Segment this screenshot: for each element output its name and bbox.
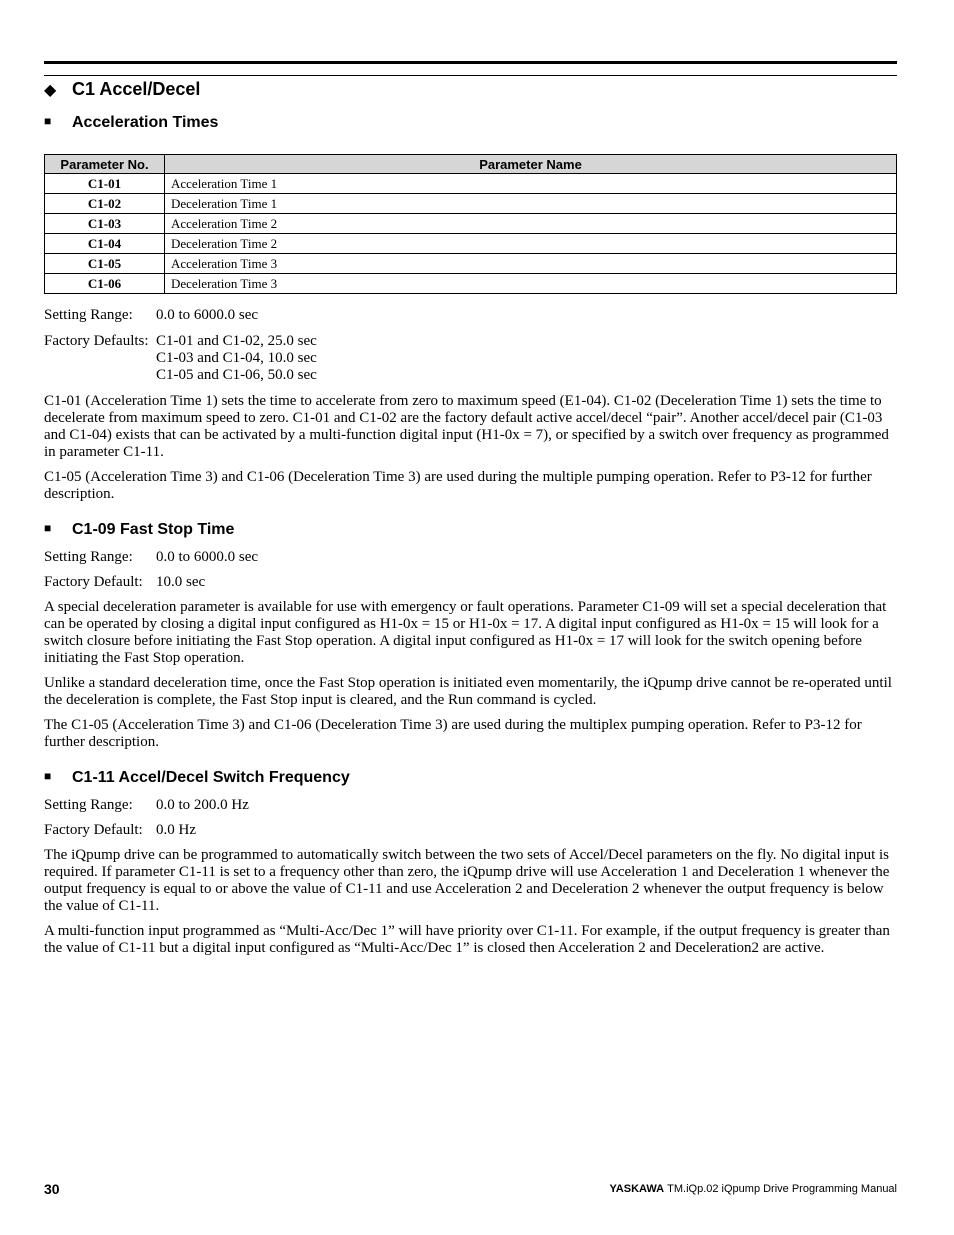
fast-stop-paragraph-3: The C1-05 (Acceleration Time 3) and C1-06 (Deceleration Time 3) are used during the multiplex pumping operation. Refer to P3-12 for further description. — [44, 717, 862, 750]
header-rule-thin — [44, 75, 897, 76]
footer-brand: YASKAWA — [609, 1183, 665, 1195]
accel-paragraph-1: C1-01 (Acceleration Time 1) sets the time to accelerate from zero to maximum speed (E1-04). C1-02 (Deceleration Time 1) sets the time to decelerate from maximum speed to zero. C1-01 and C1-02 are the factory default active accel/decel “pair”. Another accel/decel pair (C1-03 and C1-04) exists that can be activated by a multi-function digital input (H1-0x = 7), or specified by a switch over frequency as programmed in parameter C1-11. — [44, 393, 889, 460]
page-number: 30 — [44, 1181, 60, 1197]
factory-default-value: 10.0 sec — [156, 574, 206, 590]
table-row — [45, 274, 897, 294]
factory-default-line: C1-03 and C1-04, 10.0 sec — [156, 350, 317, 366]
accel-factory-defaults — [44, 333, 317, 385]
param-name: Deceleration Time 3 — [165, 274, 897, 294]
param-no: C1-02 — [45, 194, 165, 214]
param-no: C1-01 — [45, 174, 165, 194]
param-name: Acceleration Time 2 — [165, 214, 897, 234]
square-bullet-icon: ■ — [44, 521, 52, 535]
accel-paragraph-2: C1-05 (Acceleration Time 3) and C1-06 (Deceleration Time 3) are used during the multiple pumping operation. Refer to P3-12 for further description. — [44, 469, 872, 502]
param-no: C1-04 — [45, 234, 165, 254]
param-no: C1-03 — [45, 214, 165, 234]
switch-freq-setting-range — [44, 797, 249, 814]
fast-stop-paragraph-2: Unlike a standard deceleration time, once the Fast Stop operation is initiated even momentarily, the iQpump drive cannot be re-operated until the deceleration is complete, the Fast Stop input is cleared, and the Run command is cycled. — [44, 675, 892, 708]
subheading-fast-stop — [44, 521, 234, 539]
switch-freq-paragraph-2: A multi-function input programmed as “Multi-Acc/Dec 1” will have priority over C1-11. For example, if the output frequency is greater than the value of C1-11 but a digital input configured as “Multi-Acc/Dec 1” is closed then Acceleration 2 and Deceleration2 are active. — [44, 923, 890, 956]
factory-default-line: C1-01 and C1-02, 25.0 sec — [156, 333, 317, 349]
param-no: C1-05 — [45, 254, 165, 274]
factory-default-value: 0.0 Hz — [156, 822, 196, 838]
factory-default-label: Factory Default: — [44, 822, 143, 838]
setting-range-value: 0.0 to 6000.0 sec — [156, 307, 259, 323]
subheading-accel-times — [44, 114, 218, 132]
setting-range-label: Setting Range: — [44, 549, 133, 565]
factory-default-line: C1-05 and C1-06, 50.0 sec — [156, 367, 317, 383]
param-name: Acceleration Time 1 — [165, 174, 897, 194]
setting-range-label: Setting Range: — [44, 797, 133, 813]
square-bullet-icon: ■ — [44, 769, 52, 783]
subheading-text: C1-11 Accel/Decel Switch Frequency — [72, 769, 350, 786]
switch-freq-paragraph-1: The iQpump drive can be programmed to automatically switch between the two sets of Accel/Decel parameters on the fly. No digital input is required. If parameter C1-11 is set to a frequency other than zero, the iQpump drive will use Acceleration 1 and Deceleration 1 whenever the output frequency is equal to or above the value of C1-11 and use Acceleration 2 and Deceleration 2 whenever the output frequency is below the value of C1-11. — [44, 847, 890, 914]
section-heading — [44, 79, 200, 100]
section-title: C1 Accel/Decel — [72, 79, 201, 99]
fast-stop-factory-default — [44, 574, 206, 591]
setting-range-value: 0.0 to 6000.0 sec — [156, 549, 259, 565]
table-row — [45, 194, 897, 214]
switch-freq-factory-default — [44, 822, 196, 839]
subheading-text: C1-09 Fast Stop Time — [72, 521, 235, 538]
table-header-row — [45, 155, 897, 174]
accel-setting-range — [44, 307, 259, 324]
setting-range-value: 0.0 to 200.0 Hz — [156, 797, 249, 813]
param-name: Deceleration Time 2 — [165, 234, 897, 254]
table-row — [45, 174, 897, 194]
param-name: Acceleration Time 3 — [165, 254, 897, 274]
factory-defaults-label: Factory Defaults: — [44, 333, 149, 349]
fast-stop-paragraph-1: A special deceleration parameter is available for use with emergency or fault operations. Parameter C1-09 will set a special deceleration that can be operated by closing a digital input configured as H1-0x = 15 or H1-0x = 17. A digital input configured as H1-0x = 15 will look for a switch closure before initiating the Fast Stop operation. A digital input configured as H1-0x = 17 will look for the switch opening before initiating the Fast Stop operation. — [44, 599, 887, 666]
subheading-switch-frequency — [44, 769, 350, 787]
header-parameter-name: Parameter Name — [165, 155, 897, 174]
fast-stop-setting-range — [44, 549, 259, 566]
header-parameter-no: Parameter No. — [45, 155, 165, 174]
param-name: Deceleration Time 1 — [165, 194, 897, 214]
setting-range-label: Setting Range: — [44, 307, 133, 323]
footer-manual-title — [609, 1183, 897, 1195]
table-row — [45, 214, 897, 234]
diamond-bullet-icon: ◆ — [44, 82, 57, 99]
footer-manual-name: TM.iQp.02 iQpump Drive Programming Manual — [667, 1183, 897, 1195]
table-row — [45, 254, 897, 274]
param-no: C1-06 — [45, 274, 165, 294]
parameter-table — [44, 154, 897, 294]
subheading-text: Acceleration Times — [72, 114, 219, 131]
table-row — [45, 234, 897, 254]
header-rule-thick — [44, 61, 897, 64]
square-bullet-icon: ■ — [44, 114, 52, 128]
factory-default-label: Factory Default: — [44, 574, 143, 590]
